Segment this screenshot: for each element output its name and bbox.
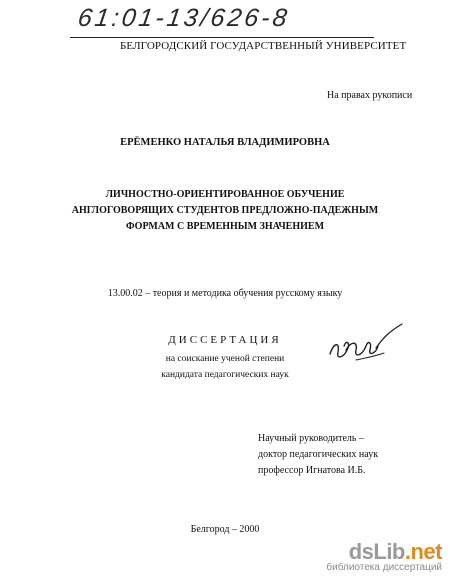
- archive-stamp: 61:01-13/626-8: [76, 4, 292, 32]
- rights-note: На правах рукописи: [327, 90, 413, 101]
- logo-tld-text: .net: [404, 539, 442, 564]
- supervisor-line: Научный руководитель –: [258, 433, 364, 444]
- specialty-code: 13.00.02 – теория и методика обучения русскому языку: [107, 288, 343, 299]
- supervisor-line: профессор Игнатова И.Б.: [258, 465, 366, 476]
- title-line: ФОРМАМ С ВРЕМЕННЫМ ЗНАЧЕНИЕМ: [125, 221, 325, 232]
- supervisor-line: доктор педагогических наук: [258, 449, 379, 460]
- watermark-subtitle: библиотека диссертаций: [326, 562, 442, 573]
- university-name: БЕЛГОРОДСКИЙ ГОСУДАРСТВЕННЫЙ УНИВЕРСИТЕТ: [120, 40, 407, 52]
- stamp-underline: [70, 37, 374, 38]
- handwritten-signature: [326, 320, 406, 370]
- dissertation-heading: ДИССЕРТАЦИЯ: [168, 334, 282, 346]
- watermark-logo: [326, 539, 442, 564]
- thesis-title: [0, 187, 450, 235]
- site-watermark: [326, 539, 442, 574]
- title-line: ЛИЧНОСТНО-ОРИЕНТИРОВАННОЕ ОБУЧЕНИЕ: [105, 189, 345, 200]
- title-line: АНГЛОГОВОРЯЩИХ СТУДЕНТОВ ПРЕДЛОЖНО-ПАДЕЖНЫМ: [71, 205, 379, 216]
- supervisor-block: [258, 431, 378, 479]
- logo-main-text: dsLib: [348, 539, 405, 564]
- degree-line-1: на соискание ученой степени: [165, 354, 285, 364]
- degree-line-2: кандидата педагогических наук: [161, 370, 289, 380]
- city-year: Белгород – 2000: [190, 524, 260, 535]
- author-name: ЕРЁМЕНКО НАТАЛЬЯ ВЛАДИМИРОВНА: [120, 137, 330, 148]
